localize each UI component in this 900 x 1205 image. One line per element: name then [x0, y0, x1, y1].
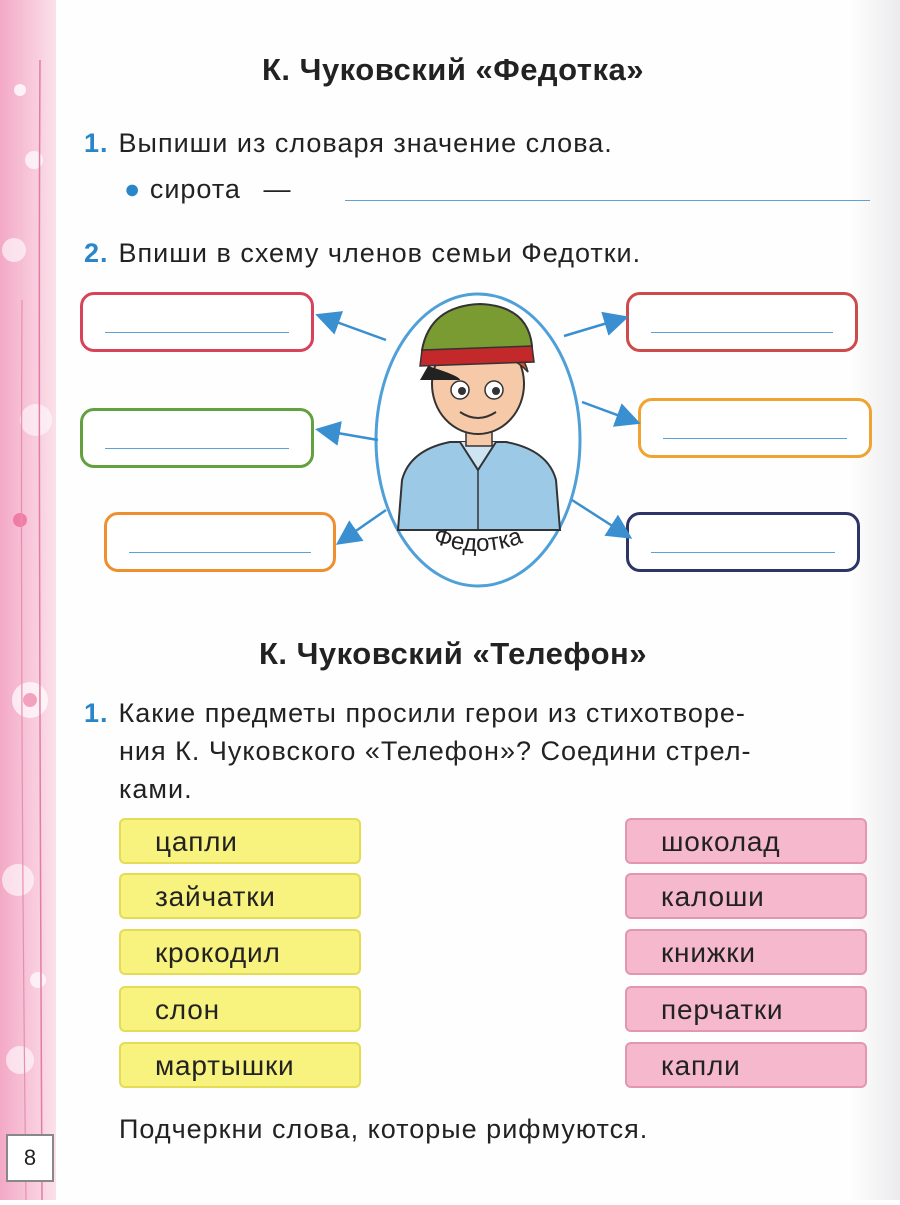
flower-decoration-icon [0, 0, 56, 1200]
family-box-bottom-right[interactable] [626, 512, 860, 572]
family-box-middle-left[interactable] [80, 408, 314, 468]
decorative-floral-strip [0, 0, 56, 1200]
arrow-icon [564, 318, 624, 336]
word-box-left[interactable]: зайчатки [119, 873, 361, 919]
word-box-left[interactable]: крокодил [119, 929, 361, 975]
task-text: Выпиши из словаря значение слова. [118, 128, 613, 158]
arrow-icon [320, 430, 378, 440]
dash: — [263, 174, 292, 204]
task-number: 1. [84, 698, 109, 728]
task-line: ния К. Чуковского «Телефон»? Соедини стрел- [119, 736, 752, 766]
task-text: Впиши в схему членов семьи Федотки. [118, 238, 642, 268]
arrow-icon [340, 510, 386, 542]
section-title-fedotka: К. Чуковский «Федотка» [262, 52, 644, 87]
word-box-left[interactable]: цапли [119, 818, 361, 864]
family-box-middle-right[interactable] [638, 398, 872, 458]
fedotka-scheme [310, 280, 650, 600]
word-box-right[interactable]: шоколад [625, 818, 867, 864]
task-number: 1. [84, 128, 109, 158]
section-title-telefon: К. Чуковский «Телефон» [259, 636, 647, 671]
task-1-telefon [84, 694, 746, 732]
family-box-top-right[interactable] [626, 292, 858, 352]
word-box-right[interactable]: калоши [625, 873, 867, 919]
arrow-icon [572, 500, 628, 536]
arrow-icon [320, 316, 386, 340]
word-box-left[interactable]: мартышки [119, 1042, 361, 1088]
task-2-fedotka [84, 234, 641, 272]
task-1-fedotka [84, 124, 613, 162]
task-line: ками. [119, 774, 193, 804]
center-label: Федотка [430, 522, 526, 558]
word-label: сирота [149, 174, 241, 204]
word-box-right[interactable]: капли [625, 1042, 867, 1088]
task-number: 2. [84, 238, 109, 268]
word-box-right[interactable]: книжки [625, 929, 867, 975]
answer-line-definition[interactable] [345, 200, 870, 201]
word-definition-row [124, 170, 291, 208]
family-box-top-left[interactable] [80, 292, 314, 352]
bullet-icon: ● [124, 174, 142, 204]
word-box-right[interactable]: перчатки [625, 986, 867, 1032]
task-line: Какие предметы просили герои из стихотворе- [118, 698, 746, 728]
footer-instruction: Подчеркни слова, которые рифмуются. [119, 1114, 649, 1144]
arrow-icon [582, 402, 636, 422]
page-number: 8 [6, 1134, 54, 1182]
word-box-left[interactable]: слон [119, 986, 361, 1032]
family-box-bottom-left[interactable] [104, 512, 336, 572]
